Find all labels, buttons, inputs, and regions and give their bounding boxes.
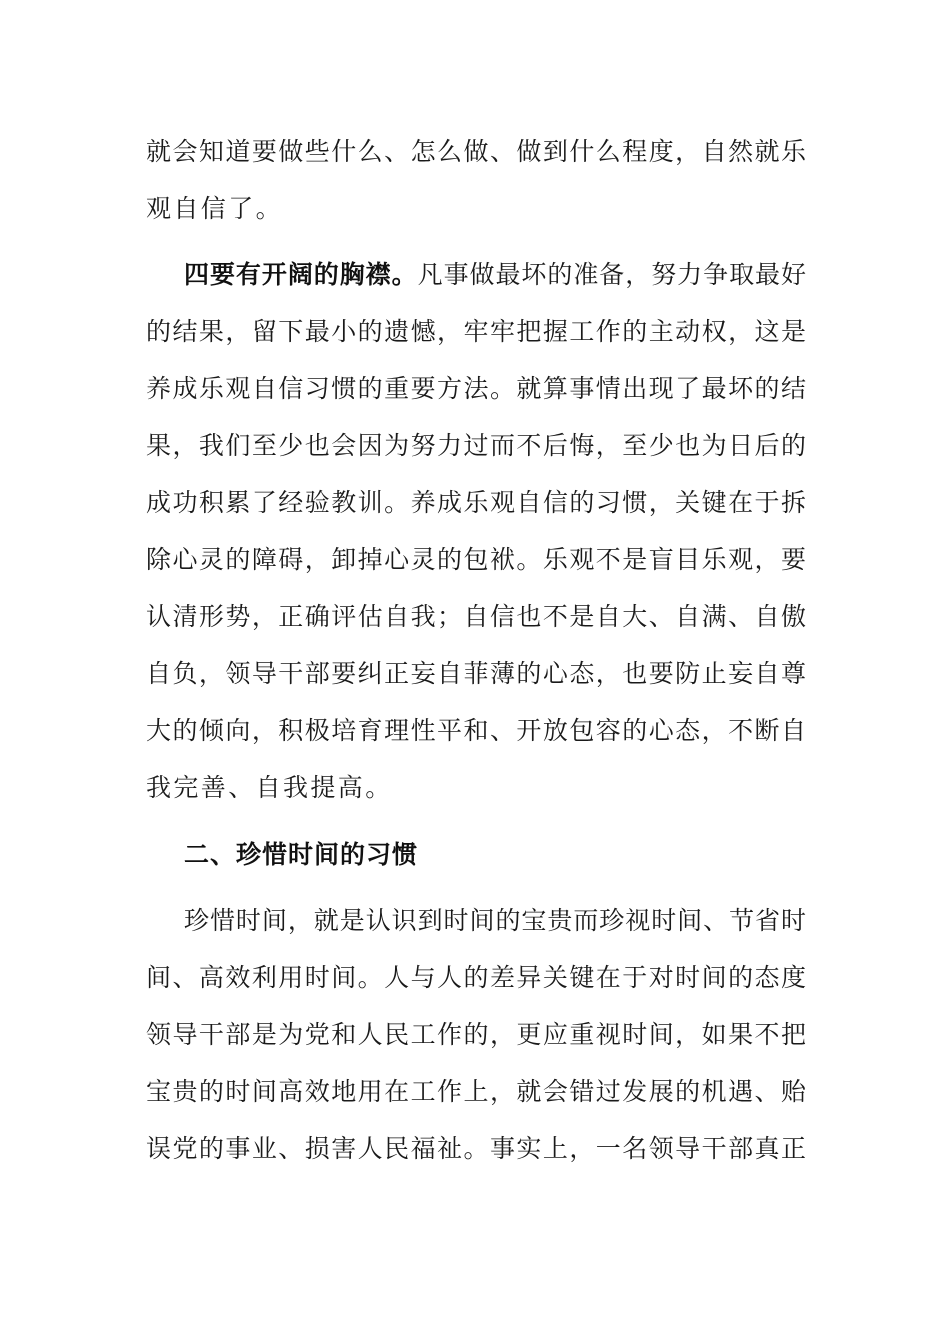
paragraph-2-line-7: 认清形势，正确评估自我；自信也不是自大、自满、自傲 [146, 602, 806, 631]
paragraph-2-line-9: 大的倾向，积极培育理性平和、开放包容的心态，不断自 [146, 716, 806, 745]
paragraph-3-line-1: 珍惜时间，就是认识到时间的宝贵而珍视时间、节省时 [184, 906, 806, 935]
paragraph-2-line-6: 除心灵的障碍，卸掉心灵的包袱。乐观不是盲目乐观，要 [146, 545, 806, 574]
paragraph-2-lead-heading: 四要有开阔的胸襟。 [184, 260, 418, 289]
paragraph-1-line-2: 观自信了。 [146, 194, 284, 223]
paragraph-3-line-2: 间、高效利用时间。人与人的差异关键在于对时间的态度 [146, 963, 806, 992]
section-heading: 二、珍惜时间的习惯 [184, 840, 419, 869]
paragraph-3-line-5: 误党的事业、损害人民福祉。事实上，一名领导干部真正 [146, 1134, 806, 1163]
paragraph-2-line-3: 养成乐观自信习惯的重要方法。就算事情出现了最坏的结 [146, 374, 806, 403]
paragraph-1-line-1: 就会知道要做些什么、怎么做、做到什么程度，自然就乐 [146, 137, 806, 166]
paragraph-3-line-4: 宝贵的时间高效地用在工作上，就会错过发展的机遇、贻 [146, 1077, 806, 1106]
paragraph-2-line-2: 的结果，留下最小的遗憾，牢牢把握工作的主动权，这是 [146, 317, 806, 346]
paragraph-2-first-line-text: 凡事做最坏的准备，努力争取最好 [417, 260, 806, 289]
paragraph-3-line-3: 领导干部是为党和人民工作的，更应重视时间，如果不把 [146, 1020, 806, 1049]
paragraph-2-line-4: 果，我们至少也会因为努力过而不后悔，至少也为日后的 [146, 431, 806, 460]
paragraph-2-line-5: 成功积累了经验教训。养成乐观自信的习惯，关键在于拆 [146, 488, 806, 517]
paragraph-2-line-8: 自负，领导干部要纠正妄自菲薄的心态，也要防止妄自尊 [146, 659, 806, 688]
paragraph-2-line-10: 我完善、自我提高。 [146, 773, 393, 802]
paragraph-2-line-1 [184, 255, 806, 295]
